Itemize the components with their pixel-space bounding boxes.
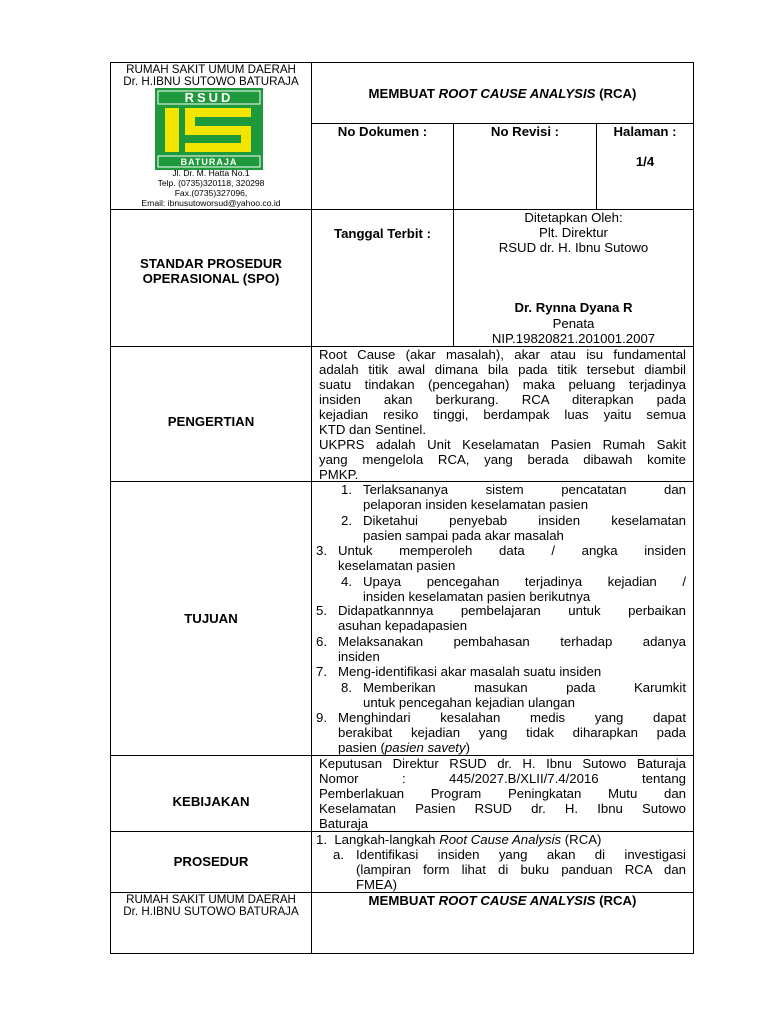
halaman-label: Halaman : (613, 124, 677, 139)
pengertian-line: Root Cause (akar masalah), akar atau isu fundamental (319, 347, 686, 362)
tujuan-item-text: Memberikan masukan pada Karumkit (363, 680, 686, 695)
approval-nip: NIP.19820821.201001.2007 (491, 331, 656, 346)
logo-text-top: RSUD (184, 90, 234, 105)
pengertian-line: yang mengelola RCA, yang berada dibawah komite (319, 452, 686, 467)
tujuan-item-number: 3. (316, 543, 327, 558)
tujuan-item-number: 7. (316, 664, 327, 679)
prosedur-sub-a-letter: a. (333, 847, 344, 862)
tujuan-item-text: Menghindari kesalahan medis yang dapat (338, 710, 686, 725)
hospital-fax: Fax.(0735)327096, (174, 188, 248, 198)
tujuan-item-text: insiden keselamatan pasien berikutnya (363, 589, 591, 604)
hospital-name-line2: Dr. H.IBNU SUTOWO BATURAJA (123, 75, 299, 88)
tujuan-item-text: pelaporan insiden keselamatan pasien (363, 497, 589, 512)
rsud-logo (155, 88, 263, 170)
tujuan-item-text: Diketahui penyebab insiden keselamatan (363, 513, 686, 528)
prosedur-step-1: 1. Langkah-langkah Root Cause Analysis (RCA) (316, 832, 602, 847)
tujuan-item-text: insiden (338, 649, 380, 664)
kebijakan-line: Pemberlakuan Program Peningkatan Mutu dan (319, 786, 686, 801)
tujuan-item-text: Terlaksananya sistem pencatatan dan (363, 482, 686, 497)
tujuan-item-text: Didapatkannnya pembelajaran untuk perbaikan (338, 603, 686, 618)
tujuan-item-number: 6. (316, 634, 327, 649)
tanggal-terbit-label: Tanggal Terbit : (334, 226, 431, 241)
prosedur-sub-a-line: (lampiran form lihat di buku panduan RCA dan (356, 862, 686, 877)
tujuan-item-number: 1. (341, 482, 352, 497)
approval-institution: RSUD dr. H. Ibnu Sutowo (498, 240, 649, 255)
pengertian-line: PMKP. (319, 467, 359, 482)
approval-ditetapkan: Ditetapkan Oleh: (524, 210, 623, 225)
tujuan-item-text: pasien (pasien savety) (338, 740, 470, 755)
spo-title-line2: OPERASIONAL (SPO) (142, 271, 280, 286)
tujuan-item-text: keselamatan pasien (338, 558, 456, 573)
hospital-name-line1: RUMAH SAKIT UMUM DAERAH (126, 63, 296, 76)
prosedur-sub-a-line: FMEA) (356, 877, 398, 892)
spo-title-line1: STANDAR PROSEDUR (140, 256, 282, 271)
pengertian-line: adalah titik awal dimana bila pada titik tersebut diambil (319, 362, 686, 377)
tujuan-item-text: Meng-identifikasi akar masalah suatu insiden (338, 664, 602, 679)
pengertian-line: kejadian resiko tinggi, berdampak luas yaitu semua (319, 407, 686, 422)
hospital-email: Email: ibnusutoworsud@yahoo.co.id (141, 198, 281, 208)
footer-document-title: MEMBUAT ROOT CAUSE ANALYSIS (RCA) (368, 893, 637, 908)
approval-rank: Penata (552, 316, 595, 331)
kebijakan-line: Keputusan Direktur RSUD dr. H. Ibnu Sutowo Baturaja (319, 756, 686, 771)
pengertian-label: PENGERTIAN (167, 414, 255, 429)
kebijakan-label: KEBIJAKAN (172, 794, 250, 809)
no-dokumen-label: No Dokumen : (337, 124, 428, 139)
halaman-value: 1/4 (635, 154, 655, 169)
approval-signatory-name: Dr. Rynna Dyana R (514, 300, 633, 315)
tujuan-item-number: 5. (316, 603, 327, 618)
pengertian-line: suatu tindakan (pencegahan) maka peluang terjadinya (319, 377, 686, 392)
tujuan-item-text: pasien sampai pada akar masalah (363, 528, 564, 543)
approval-position: Plt. Direktur (539, 225, 608, 240)
tujuan-item-number: 2. (341, 513, 352, 528)
pengertian-line: insiden akan berkurang. RCA diterapkan pada (319, 392, 686, 407)
footer-hospital-name-line2: Dr. H.IBNU SUTOWO BATURAJA (123, 905, 299, 918)
pengertian-line: UKPRS adalah Unit Keselamatan Pasien Rumah Sakit (319, 437, 686, 452)
prosedur-label: PROSEDUR (173, 854, 249, 869)
no-revisi-label: No Revisi : (490, 124, 560, 139)
hospital-address: Jl. Dr. M. Hatta No.1 (172, 168, 250, 178)
tujuan-item-text: berakibat kejadian yang tidak diharapkan pada (338, 725, 686, 740)
kebijakan-line: Keselamatan Pasien RSUD dr. H. Ibnu Sutowo (319, 801, 686, 816)
tujuan-item-number: 9. (316, 710, 327, 725)
hospital-phone: Telp. (0735)320118, 320298 (157, 178, 265, 188)
logo-text-bottom: BATURAJA (180, 157, 238, 167)
tujuan-item-text: Melaksanakan pembahasan terhadap adanya (338, 634, 686, 649)
pengertian-line: KTD dan Sentinel. (319, 422, 427, 437)
tujuan-label: TUJUAN (184, 611, 238, 626)
tujuan-item-text: Untuk memperoleh data / angka insiden (338, 543, 686, 558)
document-title: MEMBUAT ROOT CAUSE ANALYSIS (RCA) (368, 86, 637, 101)
tujuan-item-number: 4. (341, 574, 352, 589)
tujuan-item-number: 8. (341, 680, 352, 695)
kebijakan-line: Nomor : 445/2027.B/XLII/7.4/2016 tentang (319, 771, 686, 786)
tujuan-item-text: untuk pencegahan kejadian ulangan (363, 695, 575, 710)
kebijakan-line: Baturaja (319, 816, 369, 831)
footer-hospital-name-line1: RUMAH SAKIT UMUM DAERAH (126, 893, 296, 906)
prosedur-sub-a-line: Identifikasi insiden yang akan di investigasi (356, 847, 686, 862)
tujuan-item-text: Upaya pencegahan terjadinya kejadian / (363, 574, 686, 589)
tujuan-item-text: asuhan kepadapasien (338, 618, 468, 633)
